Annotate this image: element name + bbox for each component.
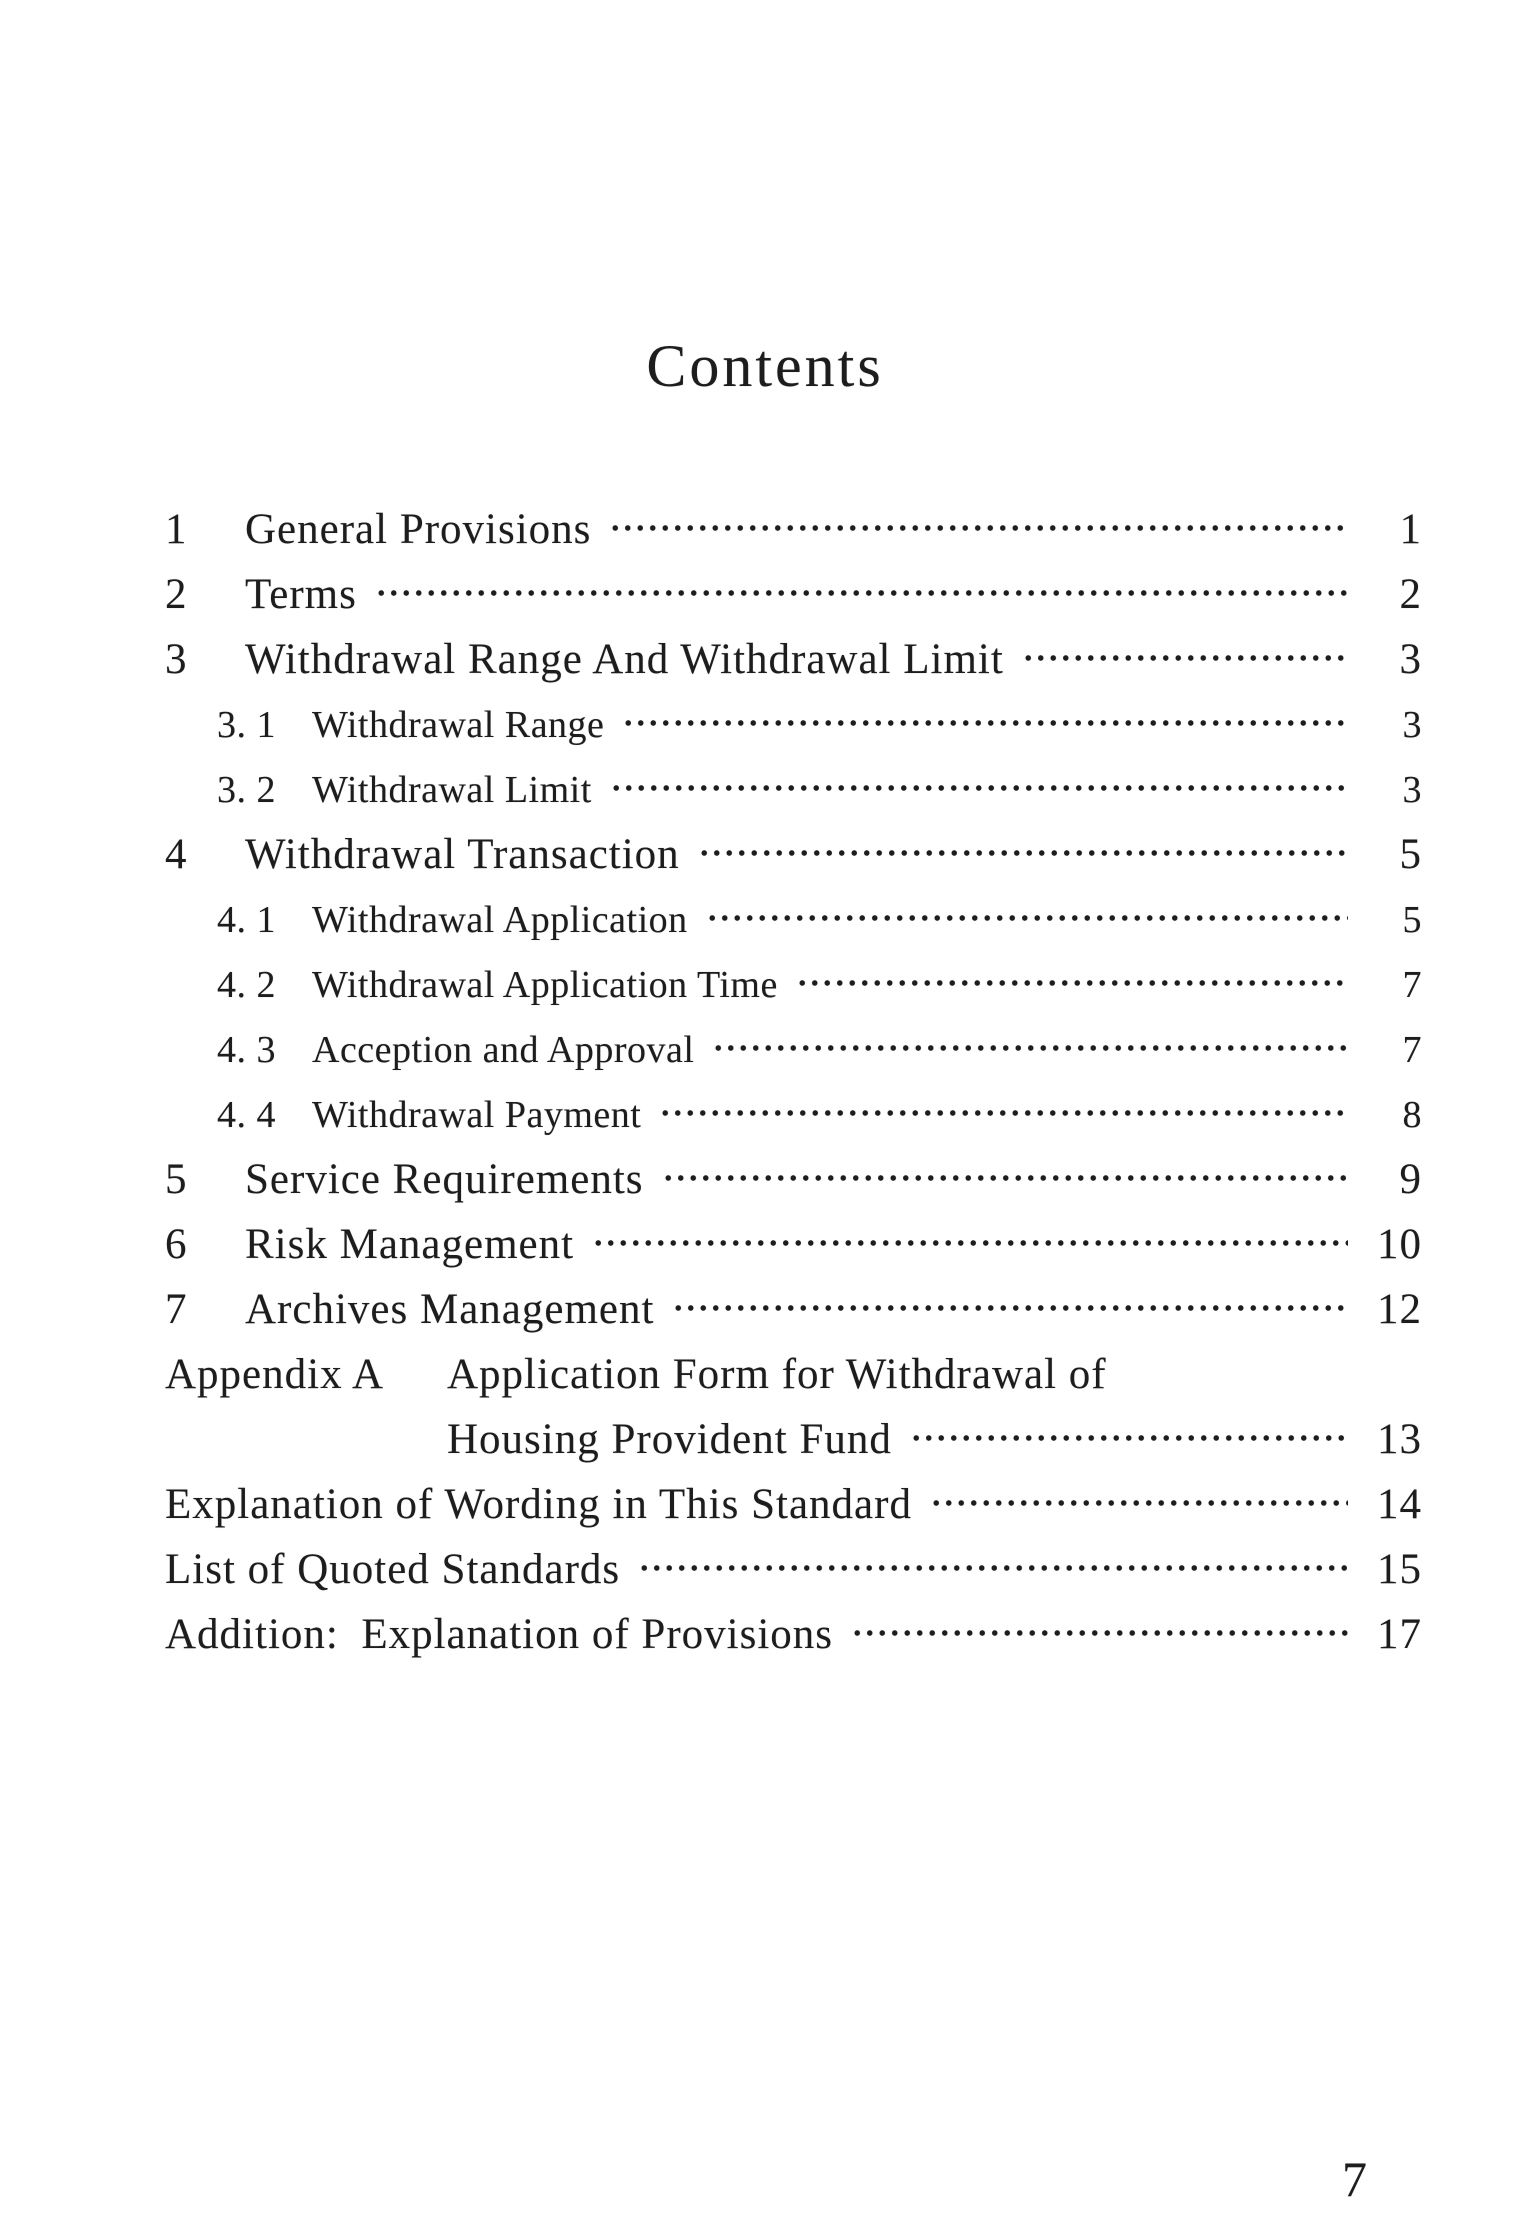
dot-leader [662,1172,1348,1184]
entry-number: 4 [165,831,188,878]
entry-label: General Provisions [245,506,592,553]
entry-label: Terms [245,571,357,618]
dot-leader [712,1042,1348,1054]
entry-page-number: 1 [1399,506,1422,553]
entry-label: Withdrawal Application Time [312,963,778,1006]
dot-leader [375,587,1348,599]
entry-label: Archives Management [245,1286,655,1333]
toc-entry [165,757,1422,822]
entry-page-number: 17 [1377,1611,1422,1658]
entry-page-number: 12 [1377,1286,1422,1333]
toc-entry [165,1147,1422,1212]
entry-page-number: 9 [1399,1156,1422,1203]
entry-label: Addition: Explanation of Provisions [165,1611,834,1658]
entry-page-number: 3 [1402,768,1422,811]
entry-page-number: 3 [1402,703,1422,746]
entry-label: Explanation of Wording in This Standard [165,1481,912,1528]
entry-label: Risk Management [245,1221,575,1268]
dot-leader [610,782,1348,794]
dot-leader [796,977,1348,989]
entry-label: Withdrawal Limit [312,768,592,811]
entry-number: 3. 2 [217,768,276,811]
toc-entry [165,562,1422,627]
entry-number: 5 [165,1156,188,1203]
dot-leader [706,912,1348,924]
entry-page-number: 10 [1377,1221,1422,1268]
entry-page-number: 5 [1399,831,1422,878]
page-title: Contents [646,333,884,399]
dot-leader [1022,652,1348,664]
entry-number: 3. 1 [217,703,276,746]
dot-leader [910,1432,1348,1444]
entry-page-number: 7 [1402,1028,1422,1071]
folio-page-number: 7 [1342,2151,1367,2207]
entry-label: Application Form for Withdrawal of [447,1351,1107,1398]
toc-entry [165,1472,1422,1537]
entry-number: 4. 3 [217,1028,276,1071]
entry-number: 3 [165,636,188,683]
toc-entry [165,1602,1422,1667]
entry-label: Withdrawal Range And Withdrawal Limit [245,636,1004,683]
entry-label: List of Quoted Standards [165,1546,621,1593]
toc-entry [165,1537,1422,1602]
entry-page-number: 14 [1377,1481,1422,1528]
dot-leader [930,1497,1348,1509]
entry-label: Acception and Approval [312,1028,695,1071]
dot-leader [672,1302,1348,1314]
toc-entry [165,1017,1422,1082]
entry-label: Service Requirements [245,1156,644,1203]
entry-number: 4. 1 [217,898,276,941]
dot-leader [659,1107,1348,1119]
entry-page-number: 5 [1402,898,1422,941]
toc-entry [165,497,1422,562]
dot-leader [622,717,1348,729]
toc-entry [165,822,1422,887]
entry-label: Withdrawal Range [312,703,605,746]
toc-entry-continuation [165,1407,1422,1472]
entry-number: 6 [165,1221,188,1268]
entry-page-number: 3 [1399,636,1422,683]
dot-leader [609,522,1348,534]
entry-page-number: 2 [1399,571,1422,618]
table-of-contents [165,497,1422,1667]
toc-entry [165,692,1422,757]
entry-number: 1 [165,506,188,553]
entry-page-number: 15 [1377,1546,1422,1593]
toc-entry [165,1277,1422,1342]
toc-entry [165,952,1422,1017]
entry-number: 7 [165,1286,188,1333]
entry-label: Withdrawal Payment [312,1093,642,1136]
toc-entry [165,627,1422,692]
entry-number: Appendix A [165,1351,385,1398]
entry-number: 2 [165,571,188,618]
entry-page-number: 8 [1402,1093,1422,1136]
entry-number: 4. 2 [217,963,276,1006]
dot-leader [592,1237,1348,1249]
entry-label: Withdrawal Transaction [245,831,680,878]
toc-entry [165,887,1422,952]
dot-leader [851,1627,1348,1639]
entry-number: 4. 4 [217,1093,276,1136]
entry-label: Withdrawal Application [312,898,688,941]
dot-leader [638,1562,1348,1574]
toc-entry [165,1082,1422,1147]
entry-page-number: 13 [1377,1416,1422,1463]
entry-page-number: 7 [1402,963,1422,1006]
dot-leader [698,847,1348,859]
toc-entry [165,1342,1422,1407]
toc-entry [165,1212,1422,1277]
entry-label: Housing Provident Fund [447,1416,892,1463]
